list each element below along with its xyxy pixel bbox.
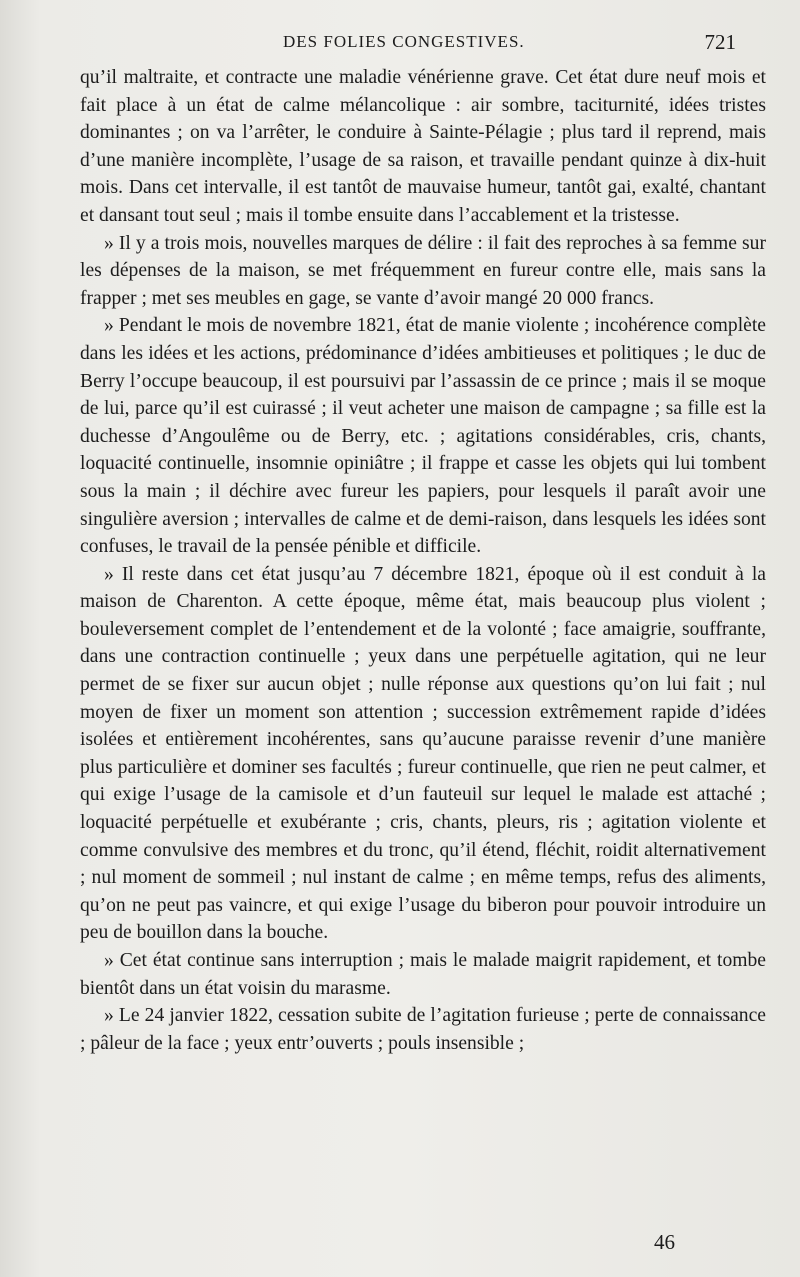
running-title: DES FOLIES CONGESTIVES. bbox=[283, 32, 525, 51]
body-text bbox=[80, 64, 766, 1057]
paragraph-6: » Le 24 janvier 1822, cessation subite de l’agitation furieuse ; perte de connaissance ; pâleur de la face ; yeux entr’ouverts ; pouls insensible ; bbox=[80, 1005, 766, 1054]
paragraph-2: » Il y a trois mois, nouvelles marques de délire : il fait des reproches à sa femme sur les dépenses de la maison, se met fréquemment en fureur contre elle, mais sans la frapper ; met ses meubles en gage, se vante d’avoir mangé 20 000 francs. bbox=[80, 232, 766, 309]
page-number: 721 bbox=[704, 30, 736, 54]
paragraph-5: » Cet état continue sans interruption ; mais le malade maigrit rapidement, et tombe bientôt dans un état voisin du marasme. bbox=[80, 950, 766, 999]
paragraph-4: » Il reste dans cet état jusqu’au 7 décembre 1821, époque où il est conduit à la maison de Charenton. A cette époque, même état, mais beaucoup plus violent ; bouleversement complet de l’entendement et de la volonté ; face amaigrie, souffrante, dans une contraction continuelle ; yeux dans une perpétuelle agitation, qui ne leur permet de se fixer sur aucun objet ; nulle réponse aux questions qu’on lui fait ; nul moyen de fixer un moment son attention ; succession extrêmement rapide d’idées isolées et entièrement incohérentes, sans qu’aucune paraisse revenir d’une manière plus particulière et dominer ses facultés ; fureur continuelle, que rien ne peut calmer, et qui exige l’usage de la camisole et d’un fauteuil sur lequel le malade est attaché ; loquacité perpétuelle et exubérante ; cris, chants, pleurs, ris ; agitation violente et comme convulsive des membres et du tronc, qu’il étend, fléchit, roidit alternativement ; nul moment de sommeil ; nul instant de calme ; en même temps, refus des aliments, qu’on ne peut pas vaincre, et qui exige l’usage du biberon pour pouvoir introduire un peu de bouillon dans la bouche. bbox=[80, 563, 766, 944]
page-header bbox=[0, 30, 800, 56]
paragraph-1: qu’il maltraite, et contracte une maladie vénérienne grave. Cet état dure neuf mois et fait place à un état de calme mélancolique : air sombre, taciturnité, idées tristes dominantes ; on va l’arrêter, le conduire à Sainte-Pélagie ; plus tard il reprend, mais d’une manière incomplète, l’usage de sa raison, et travaille pendant quinze à dix-huit mois. Dans cet intervalle, il est tantôt de mauvaise humeur, tantôt gai, exalté, chantant et dansant tout seul ; mais il tombe ensuite dans l’accablement et la tristesse. bbox=[80, 67, 766, 226]
signature-mark: 46 bbox=[654, 1230, 675, 1254]
paragraph-3: » Pendant le mois de novembre 1821, état de manie violente ; incohérence complète dans les idées et les actions, prédominance d’idées ambitieuses et politiques ; le duc de Berry l’occupe beaucoup, il est poursuivi par l’assassin de ce prince ; mais il se moque de lui, parce qu’il est cuirassé ; il veut acheter une maison de campagne ; sa fille est la duchesse d’Angoulême ou de Berry, etc. ; agitations considérables, cris, chants, loquacité continuelle, insomnie opiniâtre ; il frappe et casse les objets qui lui tombent sous la main ; il déchire avec fureur les papiers, pour lesquels il paraît avoir une singulière aversion ; intervalles de calme et de demi-raison, dans lesquels les idées sont confuses, le travail de la pensée pénible et difficile. bbox=[80, 315, 766, 558]
